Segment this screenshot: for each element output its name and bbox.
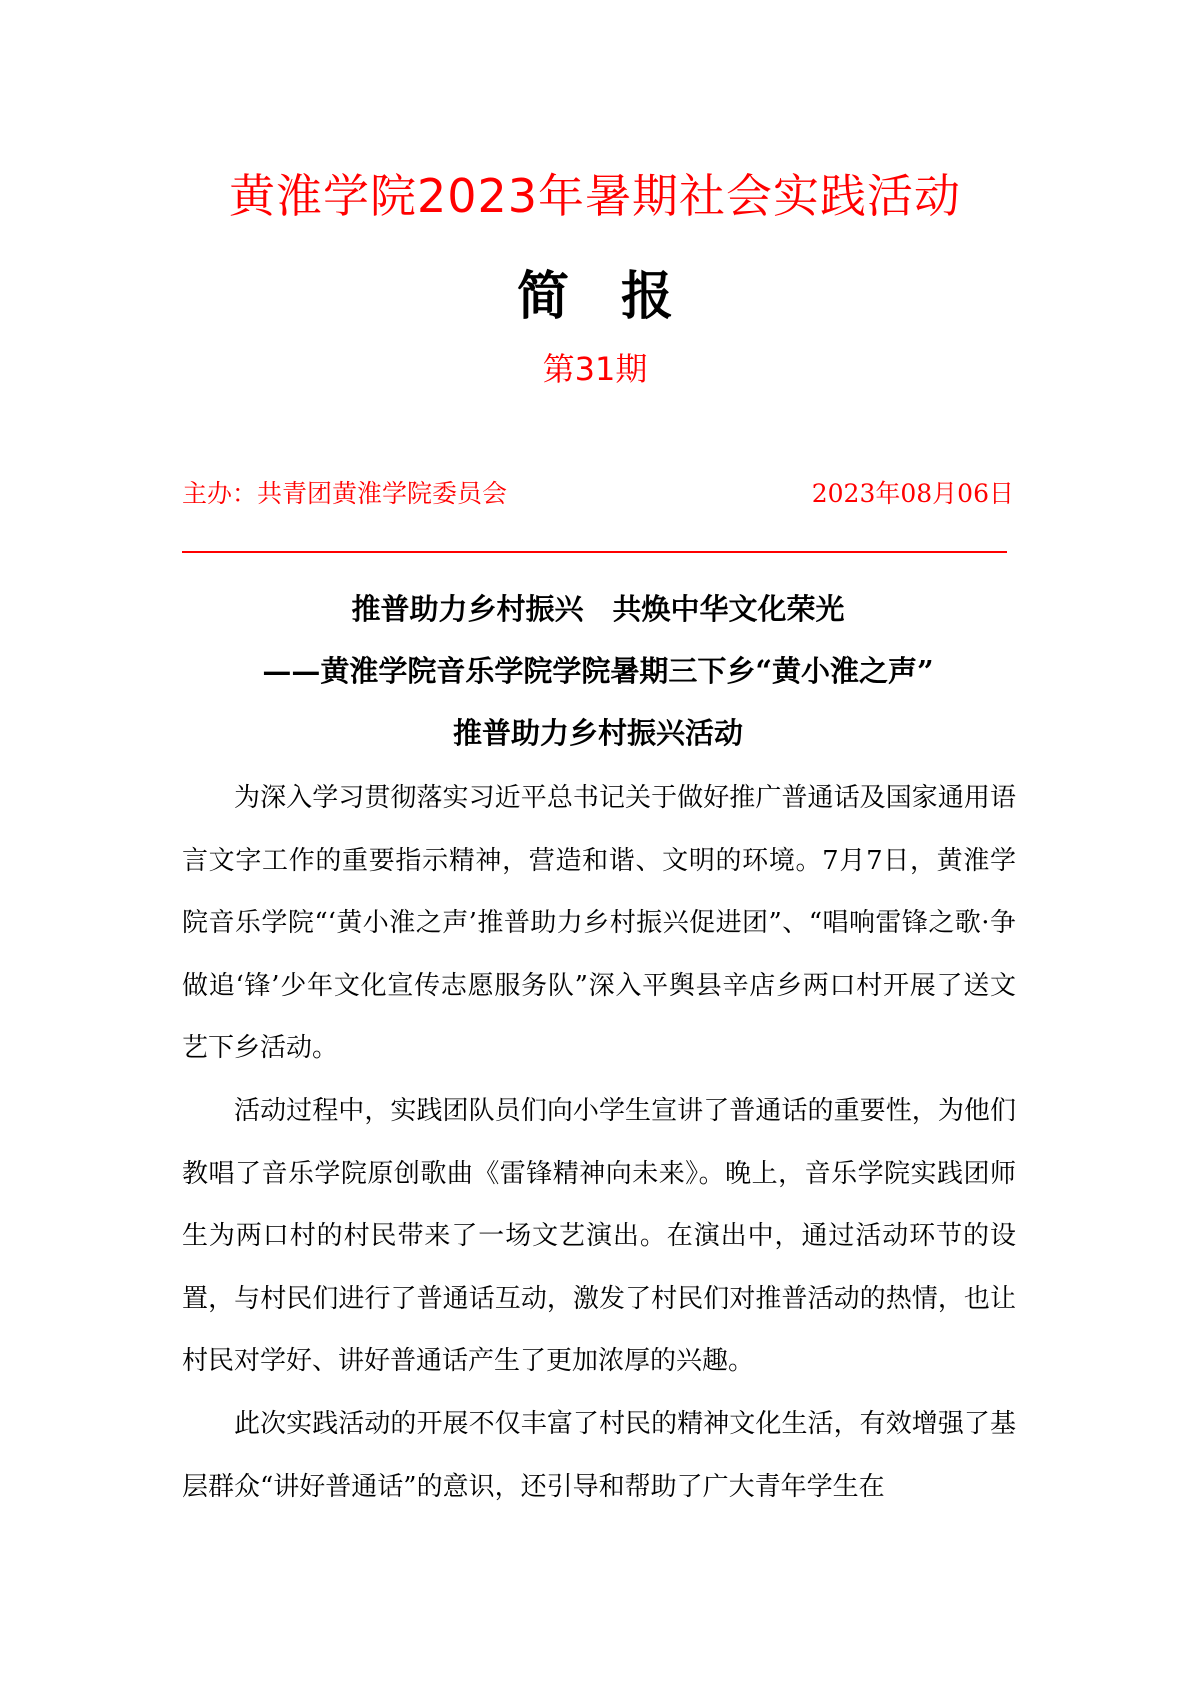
issue-number: 第31期 xyxy=(542,350,648,388)
paragraph: 此次实践活动的开展不仅丰富了村民的精神文化生活，有效增强了基层群众“讲好普通话”的意识，还引导和帮助了广大青年学生在 xyxy=(182,1408,1016,1502)
masthead-title: 黄淮学院2023年暑期社会实践活动 xyxy=(228,169,962,223)
article-title-line-1: 推普助力乡村振兴 共焕中华文化荣光 xyxy=(351,592,845,626)
red-divider xyxy=(182,551,1007,553)
masthead-subtitle: 简 报 xyxy=(516,267,673,327)
article-title xyxy=(182,578,1014,764)
paragraph: 为深入学习贯彻落实习近平总书记关于做好推广普通话及国家通用语言文字工作的重要指示精神，营造和谐、文明的环境。7月7日，黄淮学院音乐学院“‘黄小淮之声’推普助力乡村振兴促进团”、“唱响雷锋之歌·争做追‘锋’少年文化宣传志愿服务队”深入平舆县辛店乡两口村开展了送文艺下乡活动。 xyxy=(182,783,1016,1064)
article-body xyxy=(182,767,1016,1518)
article-title-line-2: ——黄淮学院音乐学院学院暑期三下乡“黄小淮之声” xyxy=(262,654,934,688)
paragraph: 活动过程中，实践团队员们向小学生宣讲了普通话的重要性，为他们教唱了音乐学院原创歌曲《雷锋精神向未来》。晚上，音乐学院实践团师生为两口村的村民带来了一场文艺演出。在演出中，通过活动环节的设置，与村民们进行了普通话互动，激发了村民们对推普活动的热情，也让村民对学好、讲好普通话产生了更加浓厚的兴趣。 xyxy=(182,1095,1016,1377)
meta-line xyxy=(182,474,1014,510)
organizer: 主办：共青团黄淮学院委员会 xyxy=(182,479,508,508)
article-title-line-3: 推普助力乡村振兴活动 xyxy=(452,716,743,750)
publish-date: 2023年08月06日 xyxy=(811,479,1014,508)
